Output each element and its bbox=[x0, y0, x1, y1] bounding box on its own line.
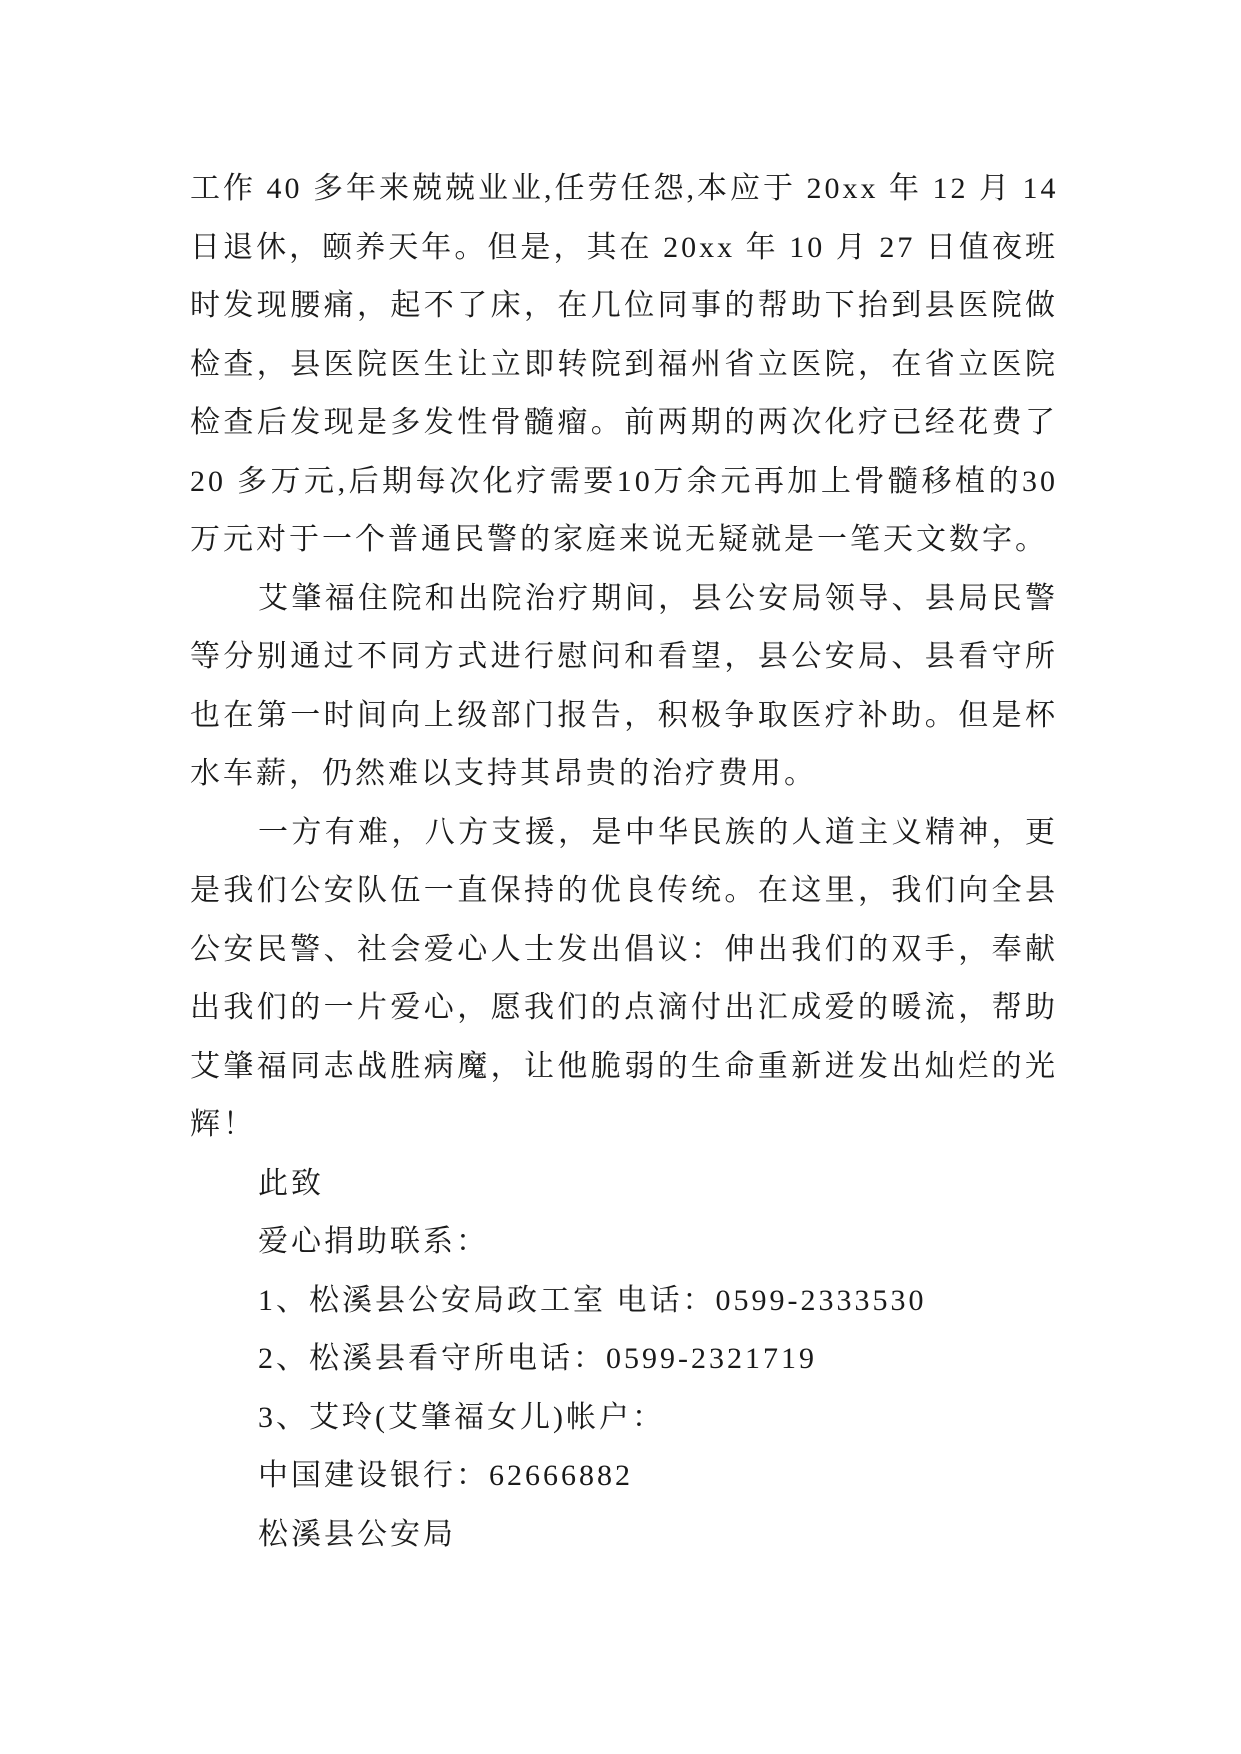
text-line: 水车薪，仍然难以支持其昂贵的治疗费用。 bbox=[190, 757, 817, 790]
text-line: 出我们的一片爱心，愿我们的点滴付出汇成爱的暖流，帮助 bbox=[190, 991, 1058, 1024]
bank-account: 中国建设银行：62666882 bbox=[258, 1459, 633, 1492]
text-line: 20 多万元,后期每次化疗需要10万余元再加上骨髓移植的30 bbox=[190, 464, 1058, 498]
text-line: 公安民警、社会爱心人士发出倡议：伸出我们的双手，奉献 bbox=[190, 932, 1058, 966]
contact-item: 1、松溪县公安局政工室 电话：0599-2333530 bbox=[258, 1283, 927, 1317]
text-line: 辉！ bbox=[190, 1108, 256, 1141]
salutation: 此致 bbox=[258, 1166, 324, 1200]
body-paragraph bbox=[190, 160, 1058, 570]
text-line: 艾肇福住院和出院治疗期间，县公安局领导、县局民警 bbox=[258, 581, 1058, 615]
contact-item: 3、艾玲(艾肇福女儿)帐户： bbox=[258, 1400, 665, 1434]
document-body bbox=[190, 160, 1058, 1564]
text-line: 是我们公安队伍一直保持的优良传统。在这里，我们向全县 bbox=[190, 874, 1058, 907]
text-line: 一方有难，八方支援，是中华民族的人道主义精神，更 bbox=[258, 815, 1058, 849]
text-line: 日退休，颐养天年。但是，其在 20xx 年 10 月 27 日值夜班 bbox=[190, 230, 1058, 264]
contact-item: 2、松溪县看守所电话：0599-2321719 bbox=[258, 1342, 817, 1375]
signature: 松溪县公安局 bbox=[258, 1517, 456, 1551]
closing-section bbox=[190, 1155, 1058, 1565]
text-line: 时发现腰痛，起不了床，在几位同事的帮助下抬到县医院做 bbox=[190, 289, 1058, 322]
text-line: 等分别通过不同方式进行慰问和看望，县公安局、县看守所 bbox=[190, 640, 1058, 673]
body-paragraph bbox=[190, 570, 1058, 804]
contact-heading: 爱心捐助联系： bbox=[258, 1225, 489, 1258]
text-line: 检查，县医院医生让立即转院到福州省立医院，在省立医院 bbox=[190, 347, 1058, 381]
text-line: 万元对于一个普通民警的家庭来说无疑就是一笔天文数字。 bbox=[190, 523, 1048, 556]
text-line: 工作 40 多年来兢兢业业,任劳任怨,本应于 20xx 年 12 月 14 bbox=[190, 172, 1059, 205]
text-line: 检查后发现是多发性骨髓瘤。前两期的两次化疗已经花费了 bbox=[190, 406, 1058, 439]
text-line: 也在第一时间向上级部门报告，积极争取医疗补助。但是杯 bbox=[190, 698, 1058, 732]
body-paragraph bbox=[190, 804, 1058, 1155]
text-line: 艾肇福同志战胜病魔，让他脆弱的生命重新迸发出灿烂的光 bbox=[190, 1049, 1058, 1083]
